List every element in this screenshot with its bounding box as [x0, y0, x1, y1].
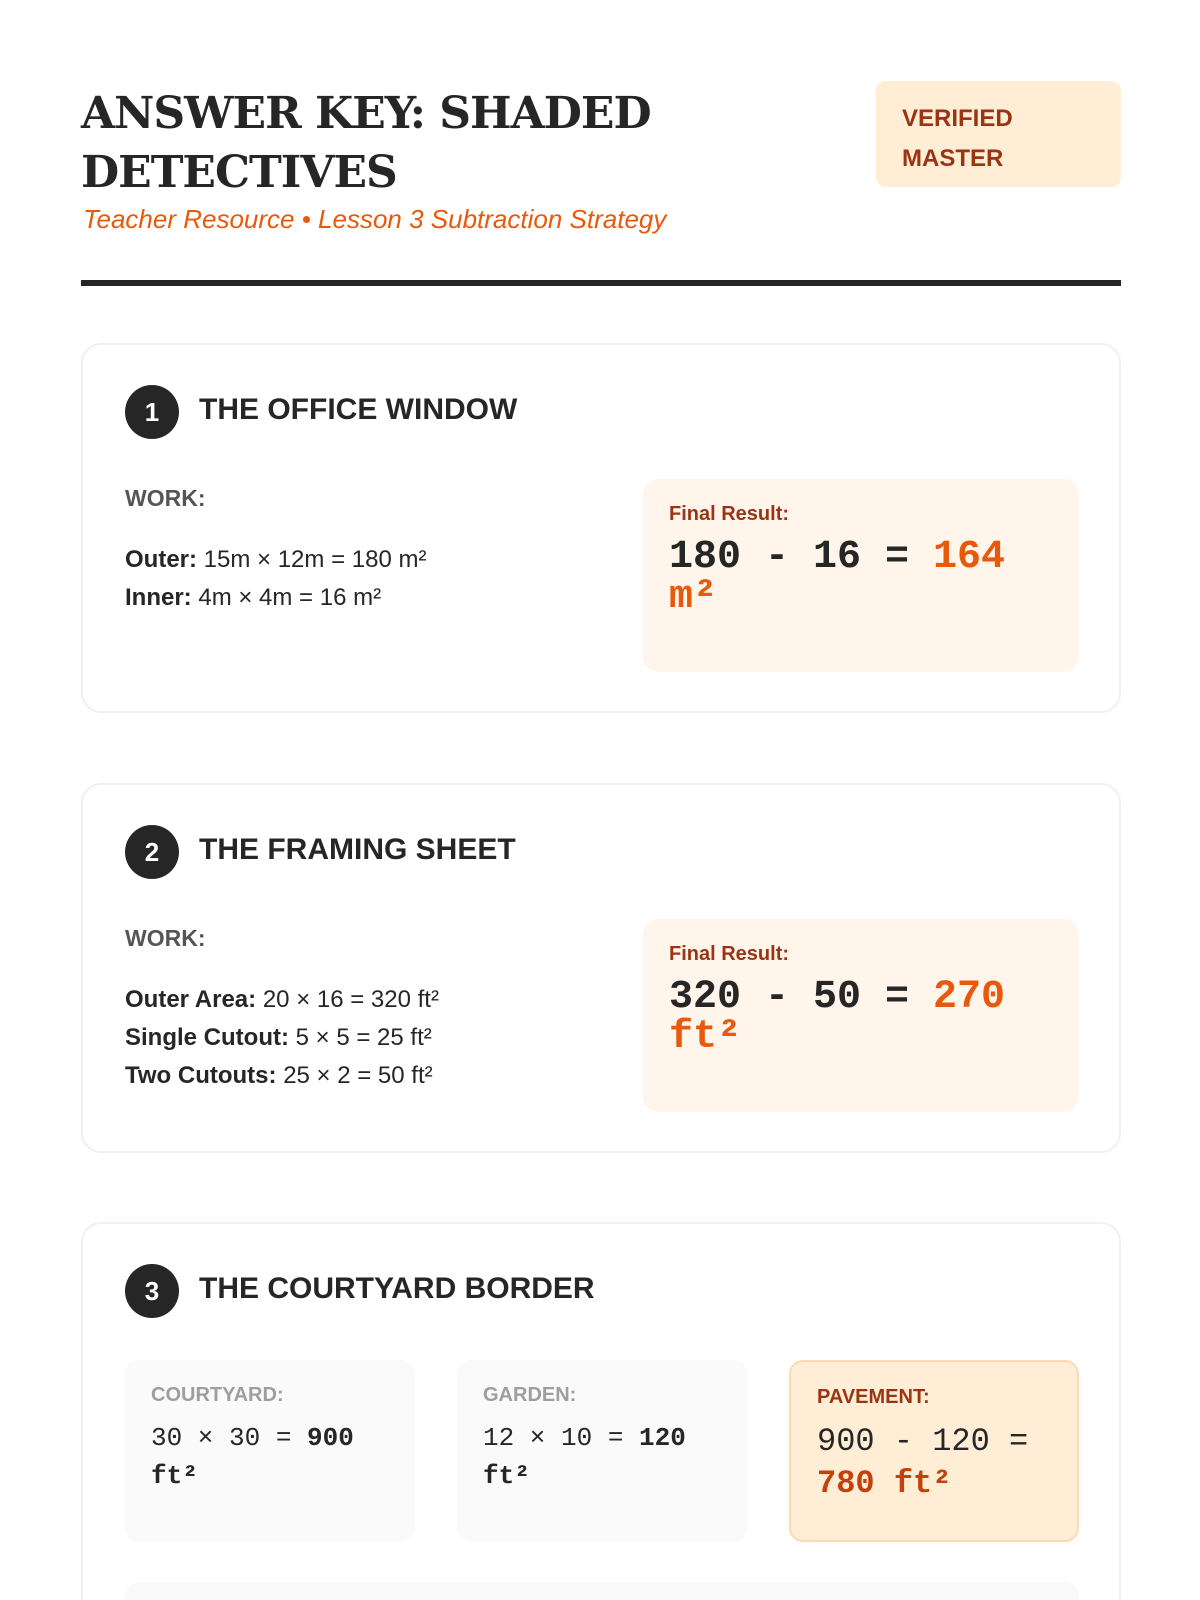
work-line-label: Two Cutouts: [125, 1062, 277, 1089]
part-label: COURTYARD: [151, 1384, 284, 1406]
problem-title: THE OFFICE WINDOW [199, 393, 518, 426]
final-result-box [643, 919, 1079, 1112]
work-line-value: 5 × 5 = 25 ft² [295, 1024, 432, 1051]
work-line-value: 15m × 12m = 180 m² [203, 546, 427, 573]
page-header [81, 0, 1121, 285]
work-line [125, 579, 426, 617]
problem-number: 2 [125, 825, 179, 879]
final-result-label: Final Result: [669, 503, 790, 525]
work-lines [125, 541, 426, 617]
final-result-expression [669, 535, 1029, 620]
garden-box [457, 1360, 747, 1542]
work-line-label: Single Cutout: [125, 1024, 289, 1051]
problem-number: 1 [125, 385, 179, 439]
header-divider [81, 280, 1121, 286]
part-answer: 900 ft² [151, 1423, 354, 1491]
work-line [125, 541, 426, 579]
part-answer: 120 ft² [483, 1423, 686, 1491]
pavement-box [789, 1360, 1079, 1542]
work-line-label: Outer Area: [125, 986, 257, 1013]
result-equation: 320 - 50 = [669, 975, 934, 1020]
result-equation: 180 - 16 = [669, 535, 934, 580]
problem-number: 3 [125, 1264, 179, 1318]
result-answer: 164 m² [669, 535, 1006, 620]
courtyard-box [125, 1360, 415, 1542]
page-title: ANSWER KEY: SHADED DETECTIVES [81, 88, 651, 198]
work-label: WORK: [125, 925, 206, 951]
work-line-label: Inner: [125, 584, 192, 611]
work-lines [125, 981, 439, 1095]
problem-card-1 [81, 343, 1121, 713]
part-equation: 900 - 120 = [817, 1423, 1029, 1460]
part-equation: 30 × 30 = [151, 1423, 308, 1453]
part-label: PAVEMENT: [817, 1386, 930, 1408]
problem-card-2 [81, 783, 1121, 1153]
part-expression [483, 1419, 721, 1495]
problem-title: THE COURTYARD BORDER [199, 1272, 595, 1305]
part-label: GARDEN: [483, 1384, 577, 1406]
part-answer: 780 ft² [817, 1465, 952, 1502]
part-expression [817, 1421, 1051, 1505]
work-line [125, 1019, 439, 1057]
work-line-value: 20 × 16 = 320 ft² [262, 986, 439, 1013]
answer-key-page [81, 0, 1121, 1502]
work-label: WORK: [125, 485, 206, 511]
additional-panel [125, 1582, 1079, 1600]
work-line-value: 4m × 4m = 16 m² [198, 584, 382, 611]
problem-card-3 [81, 1222, 1121, 1600]
verified-badge: VERIFIED MASTER [876, 81, 1121, 187]
work-line [125, 1057, 439, 1095]
result-answer: 270 ft² [669, 975, 1006, 1060]
work-line-value: 25 × 2 = 50 ft² [283, 1062, 433, 1089]
page-subtitle: Teacher Resource • Lesson 3 Subtraction Strategy [83, 204, 667, 234]
work-line-label: Outer: [125, 546, 197, 573]
final-result-expression [669, 975, 1029, 1060]
problem-title: THE FRAMING SHEET [199, 833, 516, 866]
work-line [125, 981, 439, 1019]
part-expression [151, 1419, 389, 1495]
final-result-label: Final Result: [669, 943, 790, 965]
final-result-box [643, 479, 1079, 672]
part-equation: 12 × 10 = [483, 1423, 640, 1453]
